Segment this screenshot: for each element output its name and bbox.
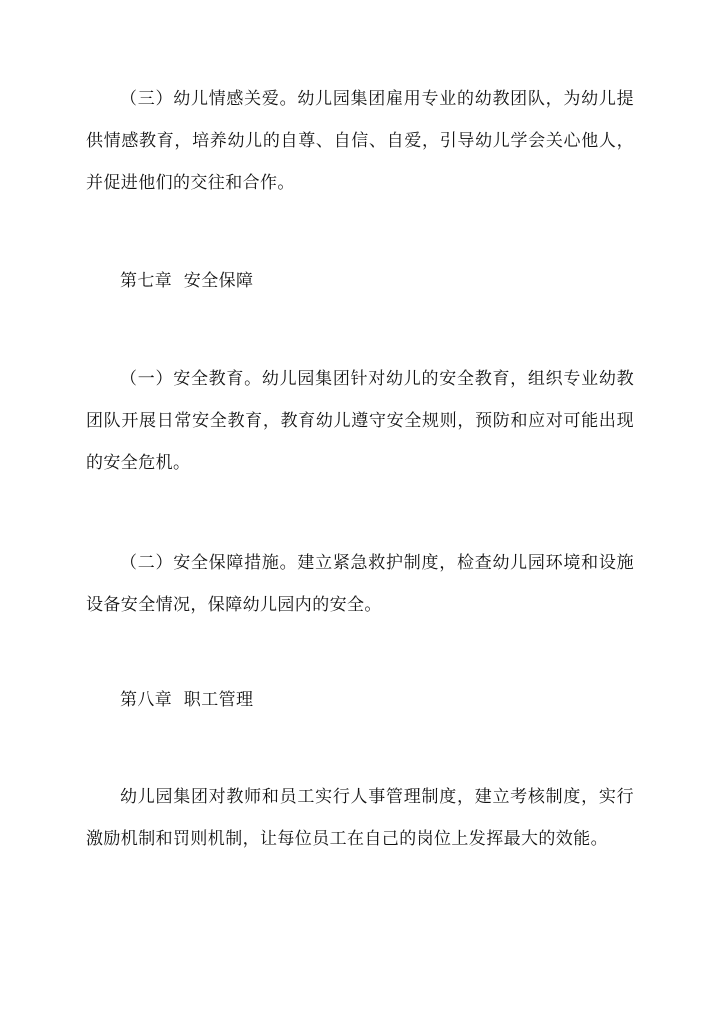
chapter-7-heading: 第七章 安全保障 xyxy=(120,271,254,291)
paragraph-safety-education: （一）安全教育。幼儿园集团针对幼儿的安全教育，组织专业幼教团队开展日常安全教育，教育幼儿遵守安全规则，预防和应对可能出现的安全危机。 xyxy=(86,369,634,473)
paragraph-emotional-care: （三）幼儿情感关爱。幼儿园集团雇用专业的幼教团队，为幼儿提供情感教育，培养幼儿的自尊、自信、自爱，引导幼儿学会关心他人，并促进他们的交往和合作。 xyxy=(86,89,634,193)
chapter-8-heading: 第八章 职工管理 xyxy=(120,690,254,710)
paragraph-staff-management: 幼儿园集团对教师和员工实行人事管理制度，建立考核制度，实行激励机制和罚则机制，让每位员工在自己的岗位上发挥最大的效能。 xyxy=(86,787,634,849)
paragraph-safety-measures: （二）安全保障措施。建立紧急救护制度，检查幼儿园环境和设施设备安全情况，保障幼儿园内的安全。 xyxy=(86,553,634,615)
